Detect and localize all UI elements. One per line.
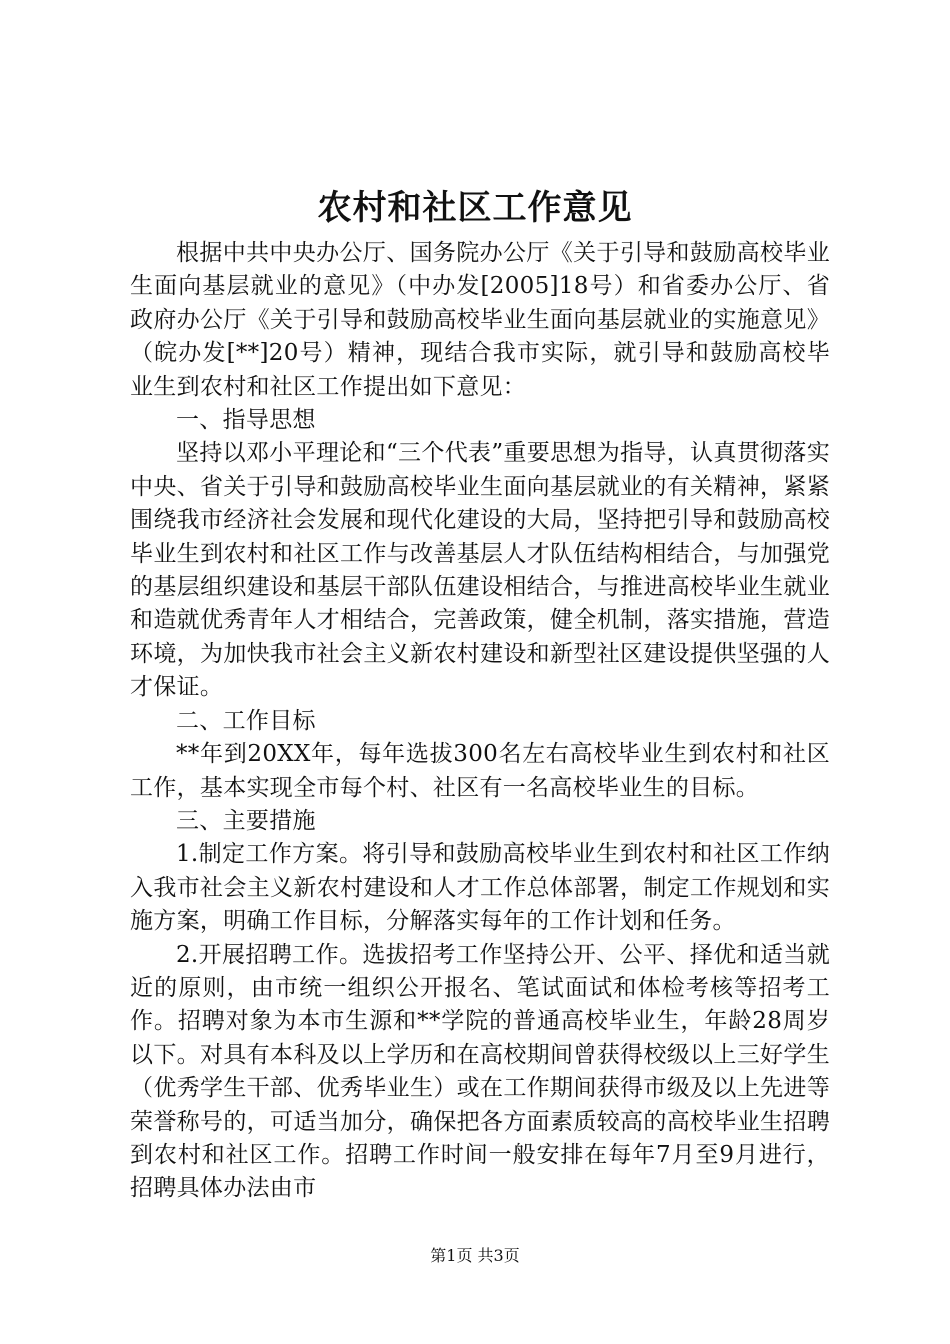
page-footer: 第1页 共3页 — [430, 1246, 520, 1265]
section-heading-guiding-ideology: 一、指导思想 — [176, 407, 316, 434]
intro-paragraph: 根据中共中央办公厅、国务院办公厅《关于引导和鼓励高校毕业生面向基层就业的意见》（中办发[2005]18号）和省委办公厅、省政府办公厅《关于引导和鼓励高校毕业生面向基层就业的实施意见》（皖办发[**]20号）精神，现结合我市实际，就引导和鼓励高校毕业生到农村和社区工作提出如下意见： — [130, 240, 830, 400]
section-heading-main-measures: 三、主要措施 — [176, 807, 316, 834]
measure-1-paragraph: 1.制定工作方案。将引导和鼓励高校毕业生到农村和社区工作纳入我市社会主义新农村建设和人才工作总体部署，制定工作规划和实施方案，明确工作目标，分解落实每年的工作计划和任务。 — [130, 841, 830, 935]
document-title: 农村和社区工作意见 — [317, 188, 633, 228]
document-body — [130, 237, 830, 1206]
section-heading-work-goals: 二、工作目标 — [176, 707, 316, 734]
guiding-ideology-paragraph: 坚持以邓小平理论和“三个代表”重要思想为指导，认真贯彻落实中央、省关于引导和鼓励高校毕业生面向基层就业的有关精神，紧紧围绕我市经济社会发展和现代化建设的大局，坚持把引导和鼓励高校毕业生到农村和社区工作与改善基层人才队伍结构相结合，与加强党的基层组织建设和基层干部队伍建设相结合，与推进高校毕业生就业和造就优秀青年人才相结合，完善政策，健全机制，落实措施，营造环境，为加快我市社会主义新农村建设和新型社区建设提供坚强的人才保证。 — [130, 440, 830, 701]
measure-2-paragraph: 2.开展招聘工作。选拔招考工作坚持公开、公平、择优和适当就近的原则，由市统一组织公开报名、笔试面试和体检考核等招考工作。招聘对象为本市生源和**学院的普通高校毕业生，年龄28周岁以下。对具有本科及以上学历和在高校期间曾获得校级以上三好学生（优秀学生干部、优秀毕业生）或在工作期间获得市级及以上先进等荣誉称号的，可适当加分，确保把各方面素质较高的高校毕业生招聘到农村和社区工作。招聘工作时间一般安排在每年7月至9月进行，招聘具体办法由市 — [130, 941, 830, 1202]
work-goals-paragraph: **年到20XX年，每年选拔300名左右高校毕业生到农村和社区工作，基本实现全市每个村、社区有一名高校毕业生的目标。 — [130, 741, 830, 801]
